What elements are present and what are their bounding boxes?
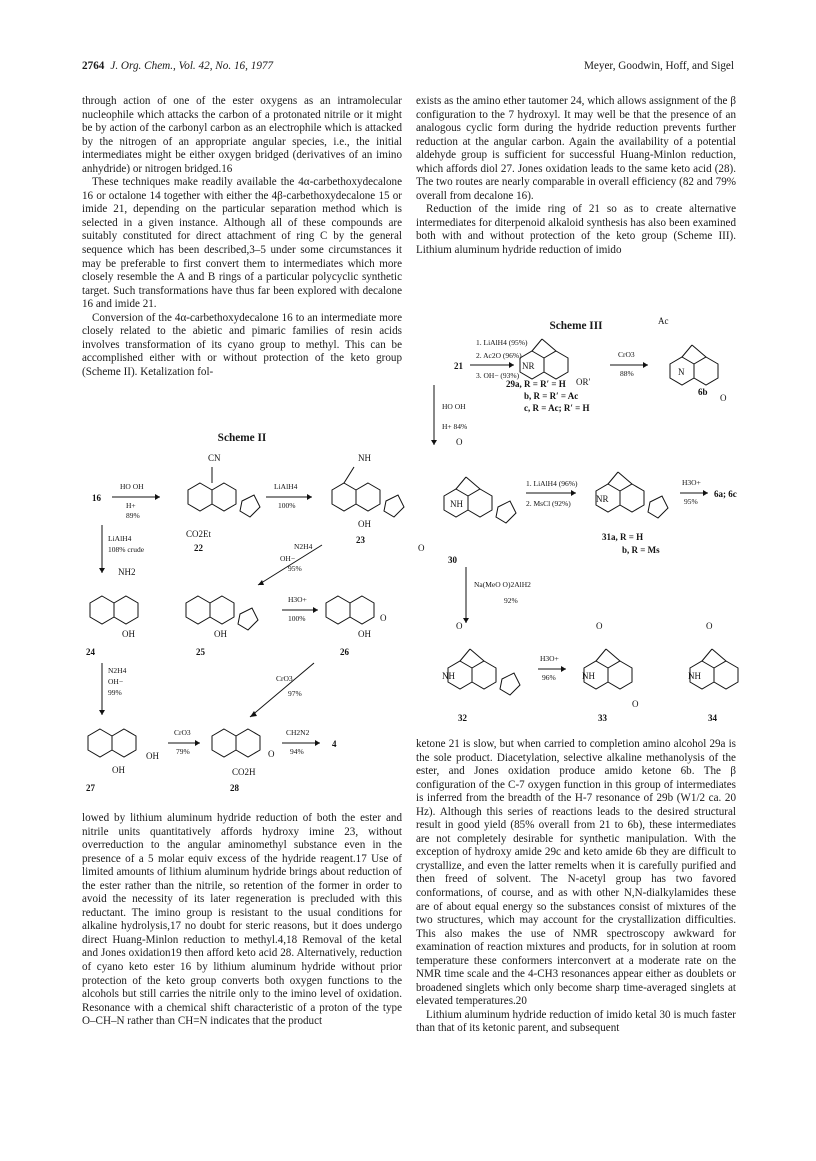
atom-co2h: CO2H (232, 767, 256, 777)
scheme-2-title: Scheme II (217, 432, 267, 444)
compound-23: 23 (356, 535, 365, 545)
atom-o: O (380, 613, 387, 623)
cond-n2h4-b-3: 99% (108, 688, 122, 697)
compound-28: 28 (230, 783, 239, 793)
page-header (82, 60, 734, 76)
atom-nr: NR (596, 494, 609, 504)
paragraph: lowed by lithium aluminum hydride reduction of both the ester and nitrile units quantitatively affords hydroxy imine 23, without overreduction to the angular aminomethyl substance even in the presence of a 5 molar equiv excess of the hydride reagent.17 Use of limited amounts of lithium aluminum hydride brings about reduction of the ester rather than the nitrile, so retention of the former in order to avoid the necessity of its later regeneration is precluded with this reductant. The imino group is resistant to the usual conditions for alkaline hydrolysis,17 no doubt for steric reasons, but it does undergo direct Huang-Minlon reduction to methyl.4,18 Removal of the ketal and Jones oxidation19 then afford keto acid 28. Alternatively, reduction of cyano keto ester 16 by lithium aluminum hydride without prior protection of the keto group converts both oxygen functions to the alcohols but still carries the nitrile only to the imino level of oxidation. Resonance with a chemical shift characteristic of a proton of the type O–CH–N rather than CH=N indicates that the product (82, 812, 402, 1028)
cond-ch2n2: CH2N2 (286, 728, 310, 737)
cond-cro3-a-yield: 97% (288, 689, 302, 698)
compound-26: 26 (340, 647, 349, 657)
cond-ch2n2-yield: 94% (290, 747, 304, 756)
page-number: 2764 (82, 60, 105, 72)
cond-h3o-a-yield: 95% (684, 497, 698, 506)
legend-29a: 29a, R = R′ = H (506, 379, 566, 389)
cond-red-al-yield: 92% (504, 596, 518, 605)
compound-6b: 6b (698, 387, 708, 397)
atom-o: O (596, 621, 603, 631)
atom-nh: NH (358, 453, 371, 463)
paragraph: ketone 21 is slow, but when carried to completion amino alcohol 29a is the sole product. Diacetylation, selective alkaline methanolysis of the ester, and Jones oxidation produce amido ketone 6b. The β configuration of the C-7 oxygen function in this group of intermediates is inferred from the breadth of the H-7 resonance of 29b (W1/2 ca. 20 Hz). Although this series of reactions leads to the desired structural result in good yield (85% overall from 21 to 6b), these intermediates are not completely desirable for synthetic manipulation. With the exception of hydroxy amide 29c and keto amide 6b they are difficult to crystallize, and even the latter remelts when it is carefully purified and then freed of solvent. The N-acetyl group has two favored conformations, of course, and as with other N,N-dialkylamides these are of about equal energy so the substances consist of mixtures of the two structures, which may account for the crystallization difficulties. This also makes the use of NMR spectroscopy awkward for examination of reaction mixtures and products, for in solution at room temperature these conformers interconvert at a moderate rate on the NMR time scale and the 4-CH3 resonances appear either as doublets or broadened singlets which only become sharp time-averaged singlets at elevated temperatures.20 (416, 738, 736, 1008)
scheme-3-title: Scheme III (549, 320, 603, 332)
atom-oh: OH (358, 629, 371, 639)
compound-4: 4 (332, 739, 337, 749)
compound-6a-6c: 6a; 6c (714, 489, 737, 499)
cond-ketalize-2: H+ (126, 501, 136, 510)
atom-n: N (678, 367, 685, 377)
right-column-bottom (416, 738, 736, 1036)
cond-step30-2: 2. MsCl (92%) (526, 499, 571, 508)
atom-nh: NH (688, 671, 701, 681)
compound-34: 34 (708, 713, 717, 723)
paragraph: These techniques make readily available the 4α-carbethoxydecalone 16 or octalone 14 together with either the 4β-carbethoxydecalone 15 or imide 21, depending on the particular separation method which is selected in a given instance. Although all of these compounds are suitably constituted for direct attachment of ring C by the general sequence which has been described,3–5 under some circumstances it may be preferable to first convert them to intermediates which more closely resemble the A and B rings of a particular polycyclic synthetic target. Such transformations have thus far been explored with decalone 16 and imide 21. (82, 176, 402, 311)
cond-n2h4-b-2: OH− (108, 677, 124, 686)
atom-o: O (720, 393, 727, 403)
left-column-top (82, 95, 402, 379)
right-column-top (416, 95, 736, 258)
header-authors: Meyer, Goodwin, Hoff, and Sigel (583, 60, 734, 72)
cond-h3o: H3O+ (288, 595, 307, 604)
cond-ketalize-1: HO OH (442, 402, 466, 411)
legend-31a: 31a, R = H (602, 532, 644, 542)
legend-31b: b, R = Ms (622, 545, 660, 555)
paragraph: Lithium aluminum hydride reduction of imido ketal 30 is much faster than that of its ketonic parent, and subsequent (416, 1008, 736, 1035)
legend-29b: b, R = R′ = Ac (524, 391, 579, 401)
atom-o: O (456, 437, 463, 447)
atom-o: O (706, 621, 713, 631)
compound-25: 25 (196, 647, 205, 657)
atom-oh: OH (122, 629, 135, 639)
cond-lialh4-b-yield: 100% (278, 501, 296, 510)
atom-nh: NH (442, 671, 455, 681)
cond-h3o-a: H3O+ (682, 478, 701, 487)
cond-cro3: CrO3 (618, 350, 635, 359)
atom-nh: NH (582, 671, 595, 681)
header-left (82, 60, 273, 72)
atom-ac: Ac (658, 316, 669, 326)
cond-ketalize-2: H+ 84% (442, 422, 468, 431)
compound-33: 33 (598, 713, 607, 723)
cond-red-al: Na(MeO O)2AlH2 (474, 580, 531, 589)
cond-h3o-b-yield: 96% (542, 673, 556, 682)
cond-h3o-b: H3O+ (540, 654, 559, 663)
compound-22: 22 (194, 543, 203, 553)
cond-ketalize-1: HO OH (120, 482, 144, 491)
journal-citation: J. Org. Chem., Vol. 42, No. 16, 1977 (110, 60, 274, 72)
compound-24: 24 (86, 647, 95, 657)
atom-o: O (632, 699, 639, 709)
paragraph: Reduction of the imide ring of 21 so as to create alternative intermediates for diterpenoid alkaloid synthesis has also been examined both with and without protection of the keto group (Scheme III). Lithium aluminum hydride reduction of imido (416, 203, 736, 257)
paragraph: exists as the amino ether tautomer 24, which allows assignment of the β configuration to the 7 hydroxyl. It may well be that the presence of an analogous cyclic form during the hydride reduction prevents further reduction at the angular carbon. Again the availability of a potential aldehyde group is sufficient for successful Huang-Minlon reduction, which affords diol 27. Jones oxidation leads to the same keto acid (28). The two routes are nearly comparable in overall efficiency (82 and 79% overall from decalone 16). (416, 95, 736, 202)
compound-16: 16 (92, 493, 101, 503)
atom-cn: CN (208, 453, 221, 463)
cond-n2h4-b: N2H4 (108, 666, 127, 675)
cond-lialh4-a-2: 108% crude (108, 545, 145, 554)
left-column-bottom (82, 812, 402, 1029)
compound-27: 27 (86, 783, 95, 793)
atom-oh: OH (146, 751, 159, 761)
cond-lialh4-b: LiAlH4 (274, 482, 298, 491)
atom-oh: OH (358, 519, 371, 529)
atom-o: O (456, 621, 463, 631)
compound-30: 30 (448, 555, 457, 565)
atom-nh: NH (450, 499, 463, 509)
cond-n2h4-a-3: 95% (288, 564, 302, 573)
cond-cro3-b-yield: 79% (176, 747, 190, 756)
atom-oh: OH (214, 629, 227, 639)
atom-nr: NR (522, 361, 535, 371)
cond-n2h4-a: N2H4 (294, 542, 313, 551)
cond-cro3-yield: 88% (620, 369, 634, 378)
atom-o: O (418, 543, 425, 553)
atom-nh2: NH2 (118, 567, 136, 577)
cond-lialh4-a: LiAlH4 (108, 534, 132, 543)
atom-or: OR′ (576, 377, 591, 387)
atom-o: O (268, 749, 275, 759)
cond-step21-3: 3. OH− (93%) (476, 371, 520, 380)
atom-co2et: CO2Et (186, 529, 212, 539)
legend-29c: c, R = Ac; R′ = H (524, 403, 590, 413)
cond-cro3-b: CrO3 (174, 728, 191, 737)
cond-h3o-yield: 100% (288, 614, 306, 623)
cond-step21-2: 2. Ac2O (96%) (476, 351, 522, 360)
cond-ketalize-3: 89% (126, 511, 140, 520)
compound-21: 21 (454, 361, 463, 371)
paragraph: through action of one of the ester oxygens as an intramolecular nucleophile which attacks the carbon of a protonated nitrile or it might be by action of the carbonyl carbon as an electrophile which is attacked by the nitrogen of an appropriate angular species, i.e., the initial intermediates might be either oxygen bridged (derivatives of an imino anhydride) or nitrogen bridged.16 (82, 95, 402, 175)
atom-oh: OH (112, 765, 125, 775)
compound-32: 32 (458, 713, 467, 723)
paragraph: Conversion of the 4α-carbethoxydecalone 16 to an intermediate more closely related to the abietic and pimaric families of resin acids involves transformation of its cyano group to methyl. This can be accomplished either with or without protection of the keto group (Scheme II). Ketalization fol- (82, 311, 402, 378)
cond-n2h4-a-2: OH− (280, 554, 296, 563)
cond-step21-1: 1. LiAlH4 (95%) (476, 338, 528, 347)
cond-step30-1: 1. LiAlH4 (96%) (526, 479, 578, 488)
scheme-2-diagram (82, 445, 412, 800)
cond-cro3-a: CrO3 (276, 674, 293, 683)
